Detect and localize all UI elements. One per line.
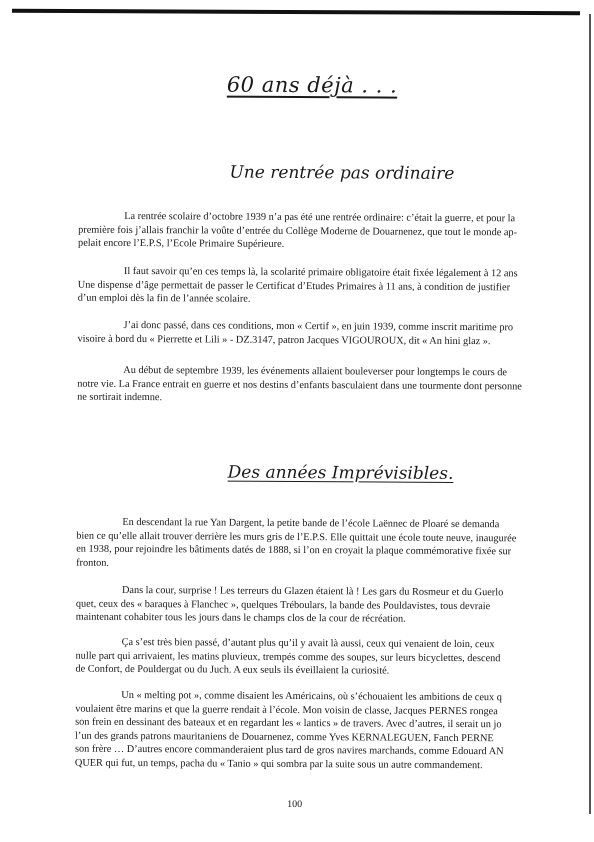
text-line: fronton. — [76, 557, 110, 569]
text-line: notre vie. La France entrait en guerre et nos destins d’enfants basculaient dans une tourmente dont personne — [77, 378, 522, 392]
page-number: 100 — [287, 798, 303, 811]
text-line: Dans la cour, surprise ! Les terreurs du Glazen étaient là ! Les gars du Rosmeur et du Guerlo — [121, 584, 504, 599]
paragraph — [78, 265, 594, 309]
text-line: quet, ceux des « baraques à Flanchec », quelques Tréboulars, la bande des Pouldavistes, tous devraie — [75, 598, 491, 612]
text-line: de Confort, de Pouldergat ou du Juch. A eux seuls ils éveillaient la curiosité. — [75, 663, 390, 677]
paragraph — [76, 584, 594, 628]
text-line: nulle part qui arrivaient, les matins pluvieux, trempés comme des soupes, sur leurs bicyclettes, descend — [75, 650, 501, 664]
text-line: première fois j’allais franchir la voûte d’entrée du Collège Moderne de Douarnenez, que tout le monde ap- — [78, 224, 518, 238]
text-line: maintenant cohabiter tous les jours dans le champs clos de la cour de récréation. — [75, 611, 406, 625]
text-line: son frein en dessinant des bateaux et en regardant les « lantics » de travers. Avec d’autres, il serait un jo — [75, 716, 502, 731]
text-line: QUER qui fut, un temps, pacha du « Tanio » qui sombra par la suite sous un autre commandement. — [74, 757, 483, 772]
paragraph — [75, 689, 594, 774]
text-line: en 1938, pour rejoindre les bâtiments datés de 1888, si l’on en croyait la plaque commémorative fixée sur — [76, 543, 512, 558]
text-line: bien ce qu’elle allait trouver derrière les murs gris de l’E.P.S. Elle quittait une école toute neuve, inaugurée — [76, 530, 517, 544]
paragraph — [78, 210, 594, 254]
text-line: Une dispense d’âge permettait de passer le Certificat d’Etudes Primaires à 11 ans, à condition de justifier — [77, 279, 511, 293]
paragraph — [77, 364, 594, 408]
page-title: 60 ans déjà . . . — [226, 72, 398, 98]
text-line: visoire à bord du « Pierrette et Lili » - DZ.3147, patron Jacques VIGOUROUX, dit « An hini glaz ». — [77, 333, 491, 347]
section-heading-1: Une rentrée pas ordinaire — [229, 162, 455, 184]
text-line: voulaient être marins et que la guerre rendait à l’école. Mon voisin de classe, Jacques PERNES rongea — [75, 703, 498, 717]
paragraph — [75, 636, 594, 680]
text-line: l’un des grands patrons mauritaniens de Douarnenez, comme Yves KERNALEGUEN, Fanch PERNE — [75, 730, 494, 744]
text-line: Un « melting pot », comme disaient les Américains, où s’échouaient les ambitions de ceux q — [121, 689, 502, 704]
text-line: son frère … D’autres encore commanderaient plus tard de gros navires marchands, comme Edouard AN — [74, 744, 504, 758]
text-line: d’un emploi dès la fin de l’année scolaire. — [77, 292, 251, 305]
text-line: Au début de septembre 1939, les événements allaient bouleverser pour longtemps le cours de — [123, 364, 508, 379]
section-heading-2: Des années Imprévisibles. — [227, 462, 454, 484]
text-line: J’ai donc passé, dans ces conditions, mon « Certif », en juin 1939, comme inscrit maritime pro — [123, 319, 514, 334]
text-line: Il faut savoir qu’en ces temps là, la scolarité primaire obligatoire était fixée légalement à 12 ans — [123, 265, 518, 280]
text-line: ne sortirait indemne. — [77, 391, 163, 404]
paragraph — [76, 516, 594, 574]
paragraph — [77, 319, 594, 349]
text-line: En descendant la rue Yan Dargent, la petite bande de l’école Laënnec de Ploaré se demanda — [122, 516, 500, 531]
text-line: La rentrée scolaire d’octobre 1939 n’a pas été une rentrée ordinaire: c’était la guerre, et pour la — [124, 210, 516, 225]
text-line: Ça s’est très bien passé, d’autant plus qu’il y avait là aussi, ceux qui venaient de loin, ceux — [121, 636, 495, 651]
text-line: pelait encore l’E.P.S, l’Ecole Primaire Supérieure. — [78, 237, 285, 251]
